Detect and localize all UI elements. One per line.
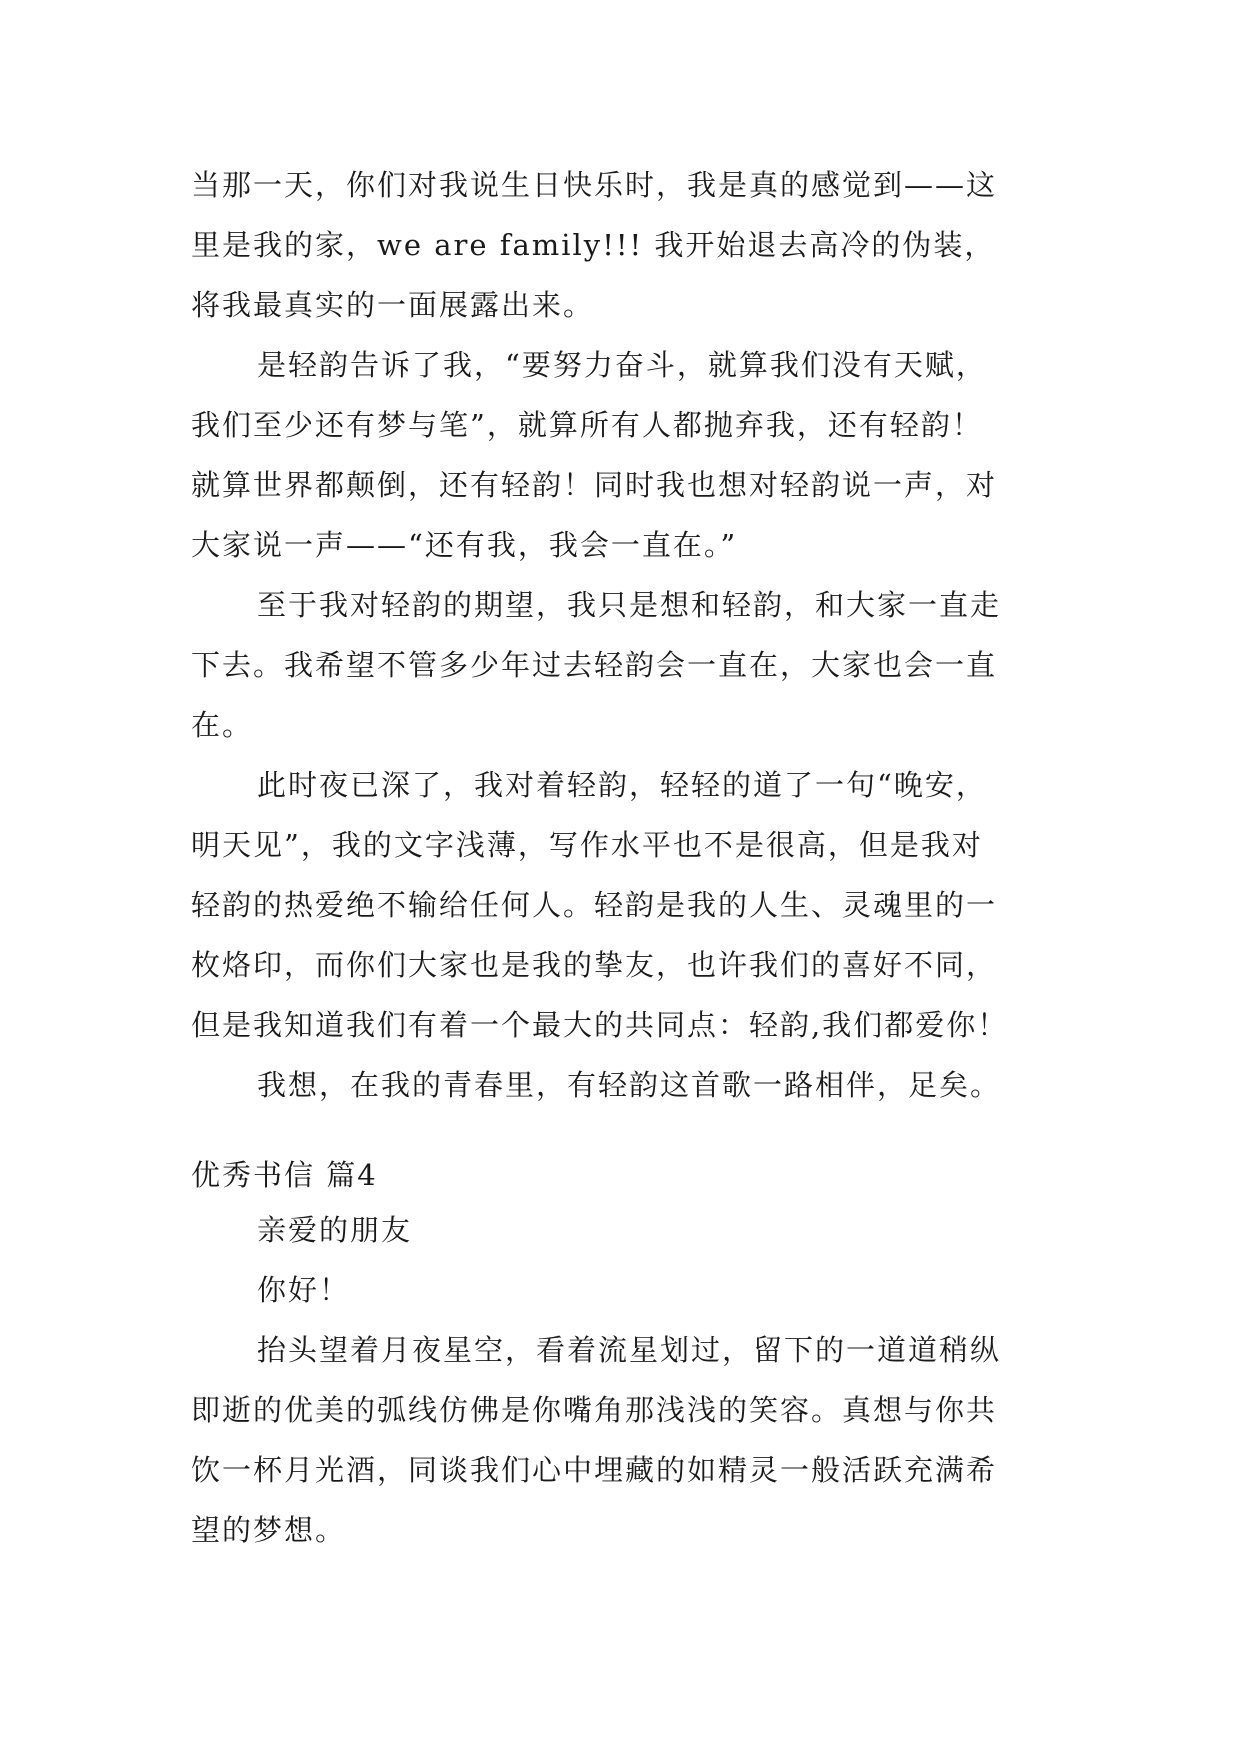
paragraph-line: 此时夜已深了，我对着轻韵，轻轻的道了一句“晚安， — [257, 768, 987, 802]
paragraph-line: 望的梦想。 — [191, 1513, 347, 1547]
paragraph-line: 我们至少还有梦与笔”，就算所有人都抛弃我，还有轻韵！ — [191, 408, 983, 442]
paragraph-line: 将我最真实的一面展露出来。 — [191, 288, 595, 322]
paragraph-line: 即逝的优美的弧线仿佛是你嘴角那浅浅的笑容。真想与你共 — [191, 1393, 998, 1427]
paragraph-line: 但是我知道我们有着一个最大的共同点：轻韵,我们都爱你！ — [191, 1008, 1009, 1042]
paragraph-line: 至于我对轻韵的期望，我只是想和轻韵，和大家一直走 — [257, 588, 1002, 622]
section-heading: 优秀书信 篇4 — [191, 1158, 378, 1192]
paragraph-line: 里是我的家，we are family!!! 我开始退去高冷的伪装， — [191, 228, 996, 262]
paragraph-line: 轻韵的热爱绝不输给任何人。轻韵是我的人生、灵魂里的一 — [191, 888, 998, 922]
paragraph-line: 枚烙印，而你们大家也是我的挚友，也许我们的喜好不同， — [191, 948, 998, 982]
paragraph-line: 是轻韵告诉了我，“要努力奋斗，就算我们没有天赋， — [257, 348, 987, 382]
salutation: 亲爱的朋友 — [257, 1213, 413, 1247]
paragraph-line: 我想，在我的青春里，有轻韵这首歌一路相伴，足矣。 — [257, 1068, 1002, 1102]
paragraph-line: 明天见”，我的文字浅薄，写作水平也不是很高，但是我对 — [191, 828, 983, 862]
greeting: 你好！ — [257, 1273, 351, 1307]
paragraph-line: 大家说一声——“还有我，我会一直在。” — [191, 528, 738, 562]
letter-body-part-2 — [191, 1200, 1061, 1560]
paragraph-line: 饮一杯月光酒，同谈我们心中埋藏的如精灵一般活跃充满希 — [191, 1453, 998, 1487]
paragraph-line: 当那一天，你们对我说生日快乐时，我是真的感觉到——这 — [191, 168, 998, 202]
paragraph-line: 抬头望着月夜星空，看着流星划过，留下的一道道稍纵 — [257, 1333, 1002, 1367]
paragraph-line: 下去。我希望不管多少年过去轻韵会一直在，大家也会一直 — [191, 648, 998, 682]
paragraph-line: 就算世界都颠倒，还有轻韵！同时我也想对轻韵说一声，对 — [191, 468, 998, 502]
letter-body-part-1 — [191, 155, 1061, 1115]
paragraph-line: 在。 — [191, 708, 254, 742]
